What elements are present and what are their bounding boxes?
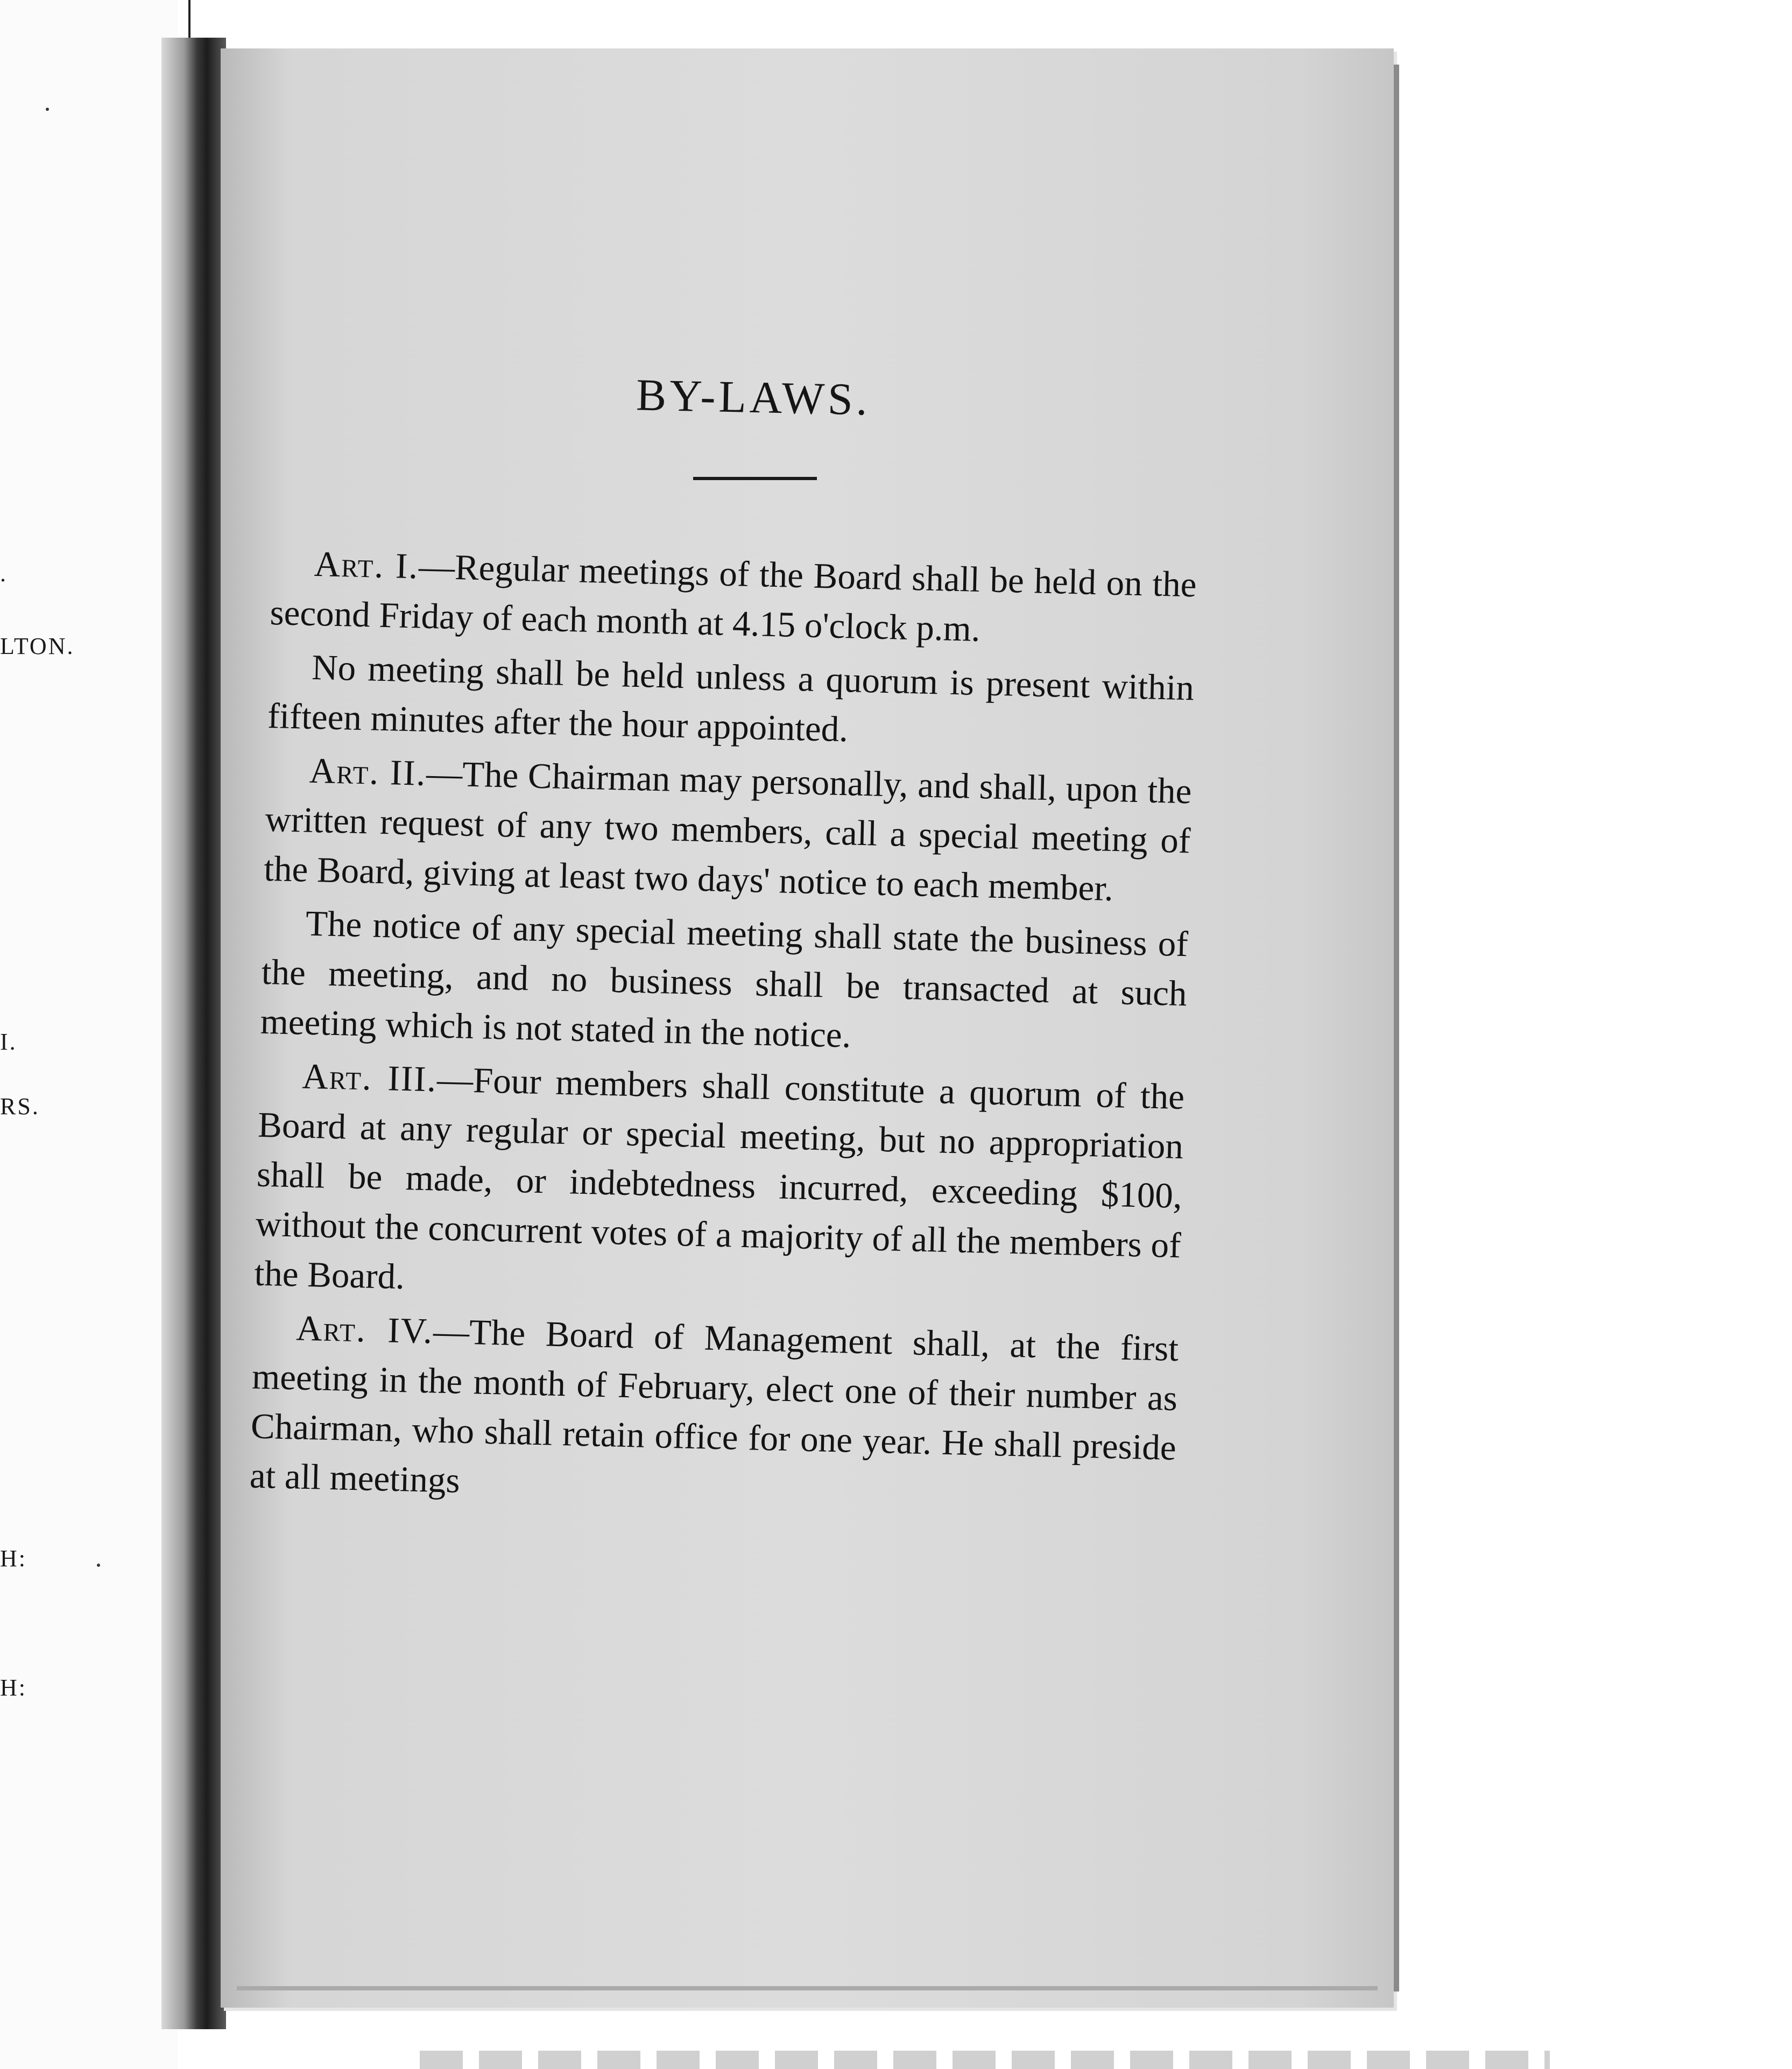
left-page-fragment: H: <box>0 1674 27 1701</box>
article-label: Art. I. <box>314 544 419 587</box>
article-paragraph <box>263 745 1192 915</box>
page-bottom-edge <box>237 1986 1378 1990</box>
article-text: —The Chairman may personally, and shall, upon the written request of any two members, call a special meeting of the Board, giving at least two days' notice to each member. <box>263 753 1193 909</box>
article-paragraph <box>254 1051 1185 1320</box>
ink-speck <box>46 108 49 111</box>
scan-bottom-artifacts <box>420 2051 1550 2069</box>
left-page-fragment: H: <box>0 1545 27 1572</box>
left-page-fragment: RS. <box>0 1093 40 1120</box>
article-label: Art. II. <box>308 750 427 793</box>
article-text: The notice of any special meeting shall state the business of the meeting, and no business shall be transacted at such meeting which is not stated in the notice. <box>259 903 1189 1055</box>
bylaws-body <box>249 538 1197 1526</box>
binding-gutter-shadow <box>161 38 226 2029</box>
article-paragraph <box>249 1303 1179 1522</box>
article-paragraph <box>270 538 1197 659</box>
article-paragraph <box>267 642 1195 762</box>
ink-speck <box>97 1564 100 1567</box>
left-page-fragment: I. <box>0 1029 17 1055</box>
left-facing-page <box>0 0 178 2069</box>
page-right-edge <box>1394 65 1399 1991</box>
left-page-fragment: LTON. <box>0 633 75 659</box>
article-text: —Four members shall constitute a quorum of the Board at any regular or special meeting, but no appropriation shall be made, or indebtedness incurred, exceeding $100, without the concurrent votes of a majority of all the members of the Board. <box>253 1059 1185 1297</box>
article-paragraph <box>260 898 1189 1068</box>
title-rule-divider <box>693 477 817 480</box>
article-label: Art. IV. <box>295 1308 434 1352</box>
article-label: Art. III. <box>301 1056 438 1100</box>
page-title: BY-LAWS. <box>636 370 871 425</box>
article-text: No meeting shall be held unless a quorum is present within fifteen minutes after the hour appointed. <box>267 647 1195 750</box>
left-page-fragment: . <box>0 560 8 587</box>
article-text: —Regular meetings of the Board shall be held on the second Friday of each month at 4.15 o'clock p.m. <box>269 546 1197 650</box>
article-text: —The Board of Management shall, at the first meeting in the month of February, elect one of their number as Chairman, who shall retain office for one year. He shall preside at all meetings <box>249 1311 1179 1501</box>
